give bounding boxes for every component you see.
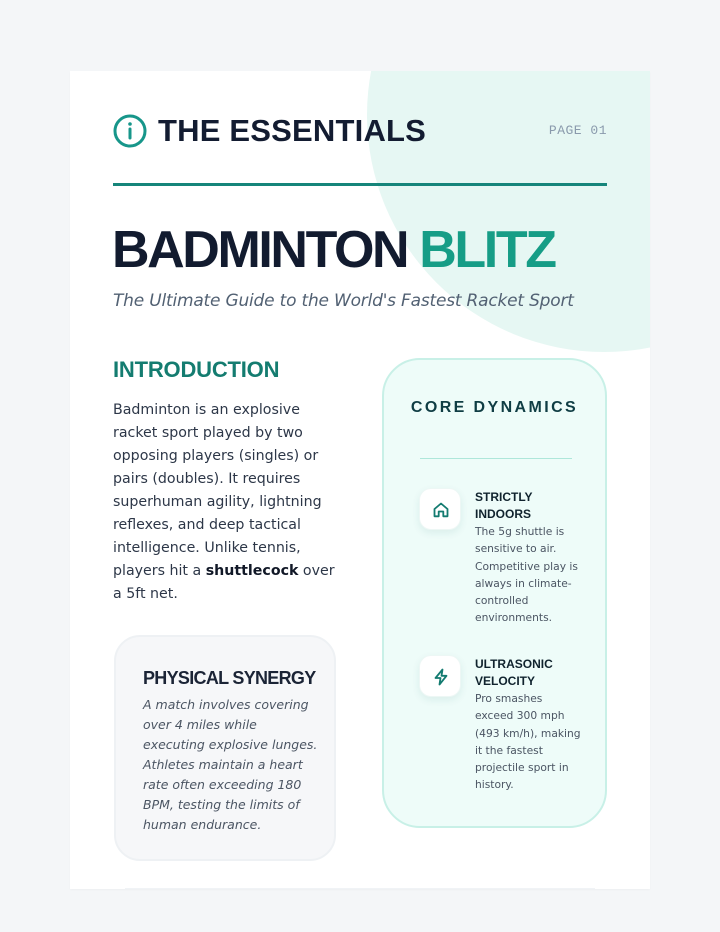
lightning-icon [431,667,451,687]
section-title: THE ESSENTIALS [158,113,427,148]
title-main: BADMINTON [112,221,408,279]
info-icon [113,114,147,148]
page-bottom-edge [125,888,595,889]
main-title [112,222,555,278]
feature-title: ULTRASONIC VELOCITY [475,657,553,688]
introduction-text [113,399,343,606]
feature-title: STRICTLY INDOORS [475,490,533,521]
page-header [113,113,607,153]
introduction-text-end: over a 5ft net. [113,563,335,602]
introduction-heading: INTRODUCTION [113,357,280,382]
feature-text: The 5g shuttle is sensitive to air. Competitive play is always in climate-controlled environments. [475,525,578,625]
introduction-text-start: Badminton is an explosive racket sport played by two opposing players (singles) or pairs (doubles). It requires superhuman agility, lightning reflexes, and deep tactical intelligence. Unlike tennis, players hit a [113,402,322,579]
subtitle: The Ultimate Guide to the World's Fastest Racket Sport [113,291,574,311]
physical-synergy-card [114,635,336,861]
home-icon [431,500,451,520]
core-dynamics-title: CORE DYNAMICS [410,399,579,416]
home-icon-container [419,488,461,530]
core-dynamics-card [382,358,607,828]
introduction-emphasis: shuttlecock [205,563,299,579]
document-page [70,71,650,889]
core-dynamics-divider [420,458,572,459]
physical-synergy-text: A match involves covering over 4 miles while executing explosive lunges. Athletes maintain a heart rate often exceeding 180 BPM, testing the limits of human endurance. [143,697,318,832]
lightning-icon-container [419,655,461,697]
physical-synergy-title: PHYSICAL SYNERGY [143,668,316,688]
feature-text: Pro smashes exceed 300 mph (493 km/h), making it the fastest projectile sport in history. [475,692,581,792]
page-number: PAGE 01 [548,123,607,138]
title-accent: BLITZ [419,221,555,279]
header-divider [113,183,607,186]
